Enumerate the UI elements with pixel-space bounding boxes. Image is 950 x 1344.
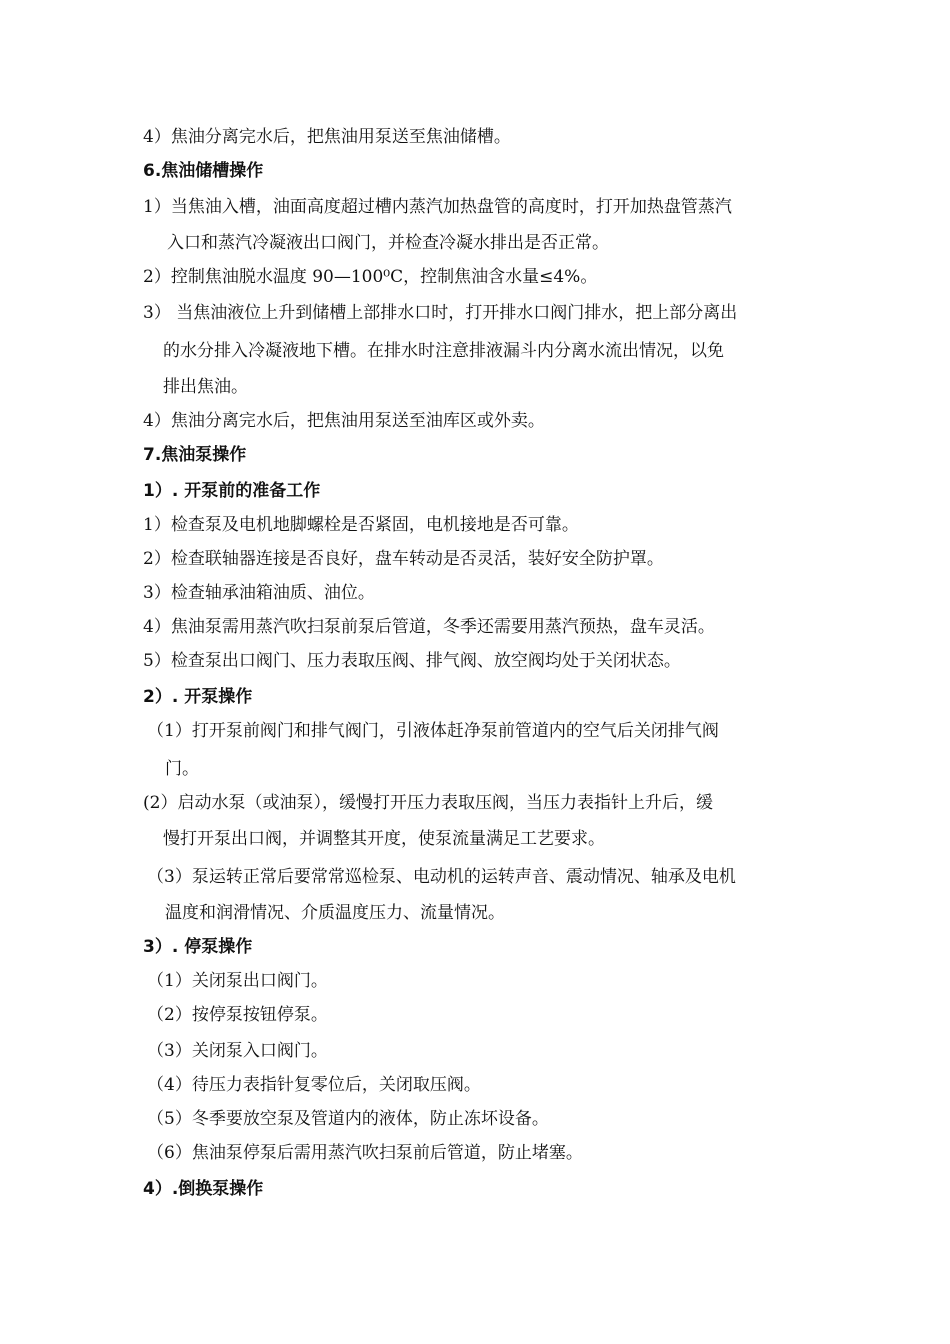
text-line: (2）启动水泵（或油泵），缓慢打开压力表取压阀，当压力表指针上升后，缓 <box>143 793 713 813</box>
section-heading: 6.焦油储槽操作 <box>143 161 264 181</box>
section-heading: 7.焦油泵操作 <box>143 445 247 465</box>
text-line: 温度和润滑情况、介质温度压力、流量情况。 <box>165 903 505 923</box>
text-line: 4）焦油泵需用蒸汽吹扫泵前泵后管道，冬季还需要用蒸汽预热，盘车灵活。 <box>143 617 715 637</box>
subsection-heading: 4）.倒换泵操作 <box>143 1179 264 1199</box>
text-line: 1）当焦油入槽，油面高度超过槽内蒸汽加热盘管的高度时，打开加热盘管蒸汽 <box>143 197 732 217</box>
text-line: 的水分排入冷凝液地下槽。在排水时注意排液漏斗内分离水流出情况，以免 <box>163 341 724 361</box>
text-line: （4）待压力表指针复零位后，关闭取压阀。 <box>147 1075 481 1095</box>
text-line: 2）控制焦油脱水温度 90—100⁰C，控制焦油含水量≤4%。 <box>143 267 598 287</box>
text-line: 1）检查泵及电机地脚螺栓是否紧固，电机接地是否可靠。 <box>143 515 579 535</box>
text-line: （1）打开泵前阀门和排气阀门，引液体赶净泵前管道内的空气后关闭排气阀 <box>147 721 719 741</box>
subsection-heading: 2）. 开泵操作 <box>143 687 253 707</box>
text-line: 4）焦油分离完水后，把焦油用泵送至焦油储槽。 <box>143 127 511 147</box>
text-line: （3）泵运转正常后要常常巡检泵、电动机的运转声音、震动情况、轴承及电机 <box>147 867 736 887</box>
text-line: 4）焦油分离完水后，把焦油用泵送至油库区或外卖。 <box>143 411 545 431</box>
subsection-heading: 3）. 停泵操作 <box>143 937 253 957</box>
text-line: （1）关闭泵出口阀门。 <box>147 971 328 991</box>
text-line: 2）检查联轴器连接是否良好，盘车转动是否灵活，装好安全防护罩。 <box>143 549 664 569</box>
subsection-heading: 1）. 开泵前的准备工作 <box>143 481 321 501</box>
text-line: 排出焦油。 <box>163 377 248 397</box>
text-line: 3） 当焦油液位上升到储槽上部排水口时，打开排水口阀门排水，把上部分离出 <box>143 303 738 323</box>
text-line: 门。 <box>165 759 199 779</box>
text-line: 5）检查泵出口阀门、压力表取压阀、排气阀、放空阀均处于关闭状态。 <box>143 651 681 671</box>
text-line: 3）检查轴承油箱油质、油位。 <box>143 583 375 603</box>
text-line: 慢打开泵出口阀，并调整其开度，使泵流量满足工艺要求。 <box>163 829 605 849</box>
text-line: （5）冬季要放空泵及管道内的液体，防止冻坏设备。 <box>147 1109 549 1129</box>
text-line: （2）按停泵按钮停泵。 <box>147 1005 328 1025</box>
text-line: （6）焦油泵停泵后需用蒸汽吹扫泵前后管道，防止堵塞。 <box>147 1143 583 1163</box>
text-line: （3）关闭泵入口阀门。 <box>147 1041 328 1061</box>
text-line: 入口和蒸汽冷凝液出口阀门，并检查冷凝水排出是否正常。 <box>167 233 609 253</box>
